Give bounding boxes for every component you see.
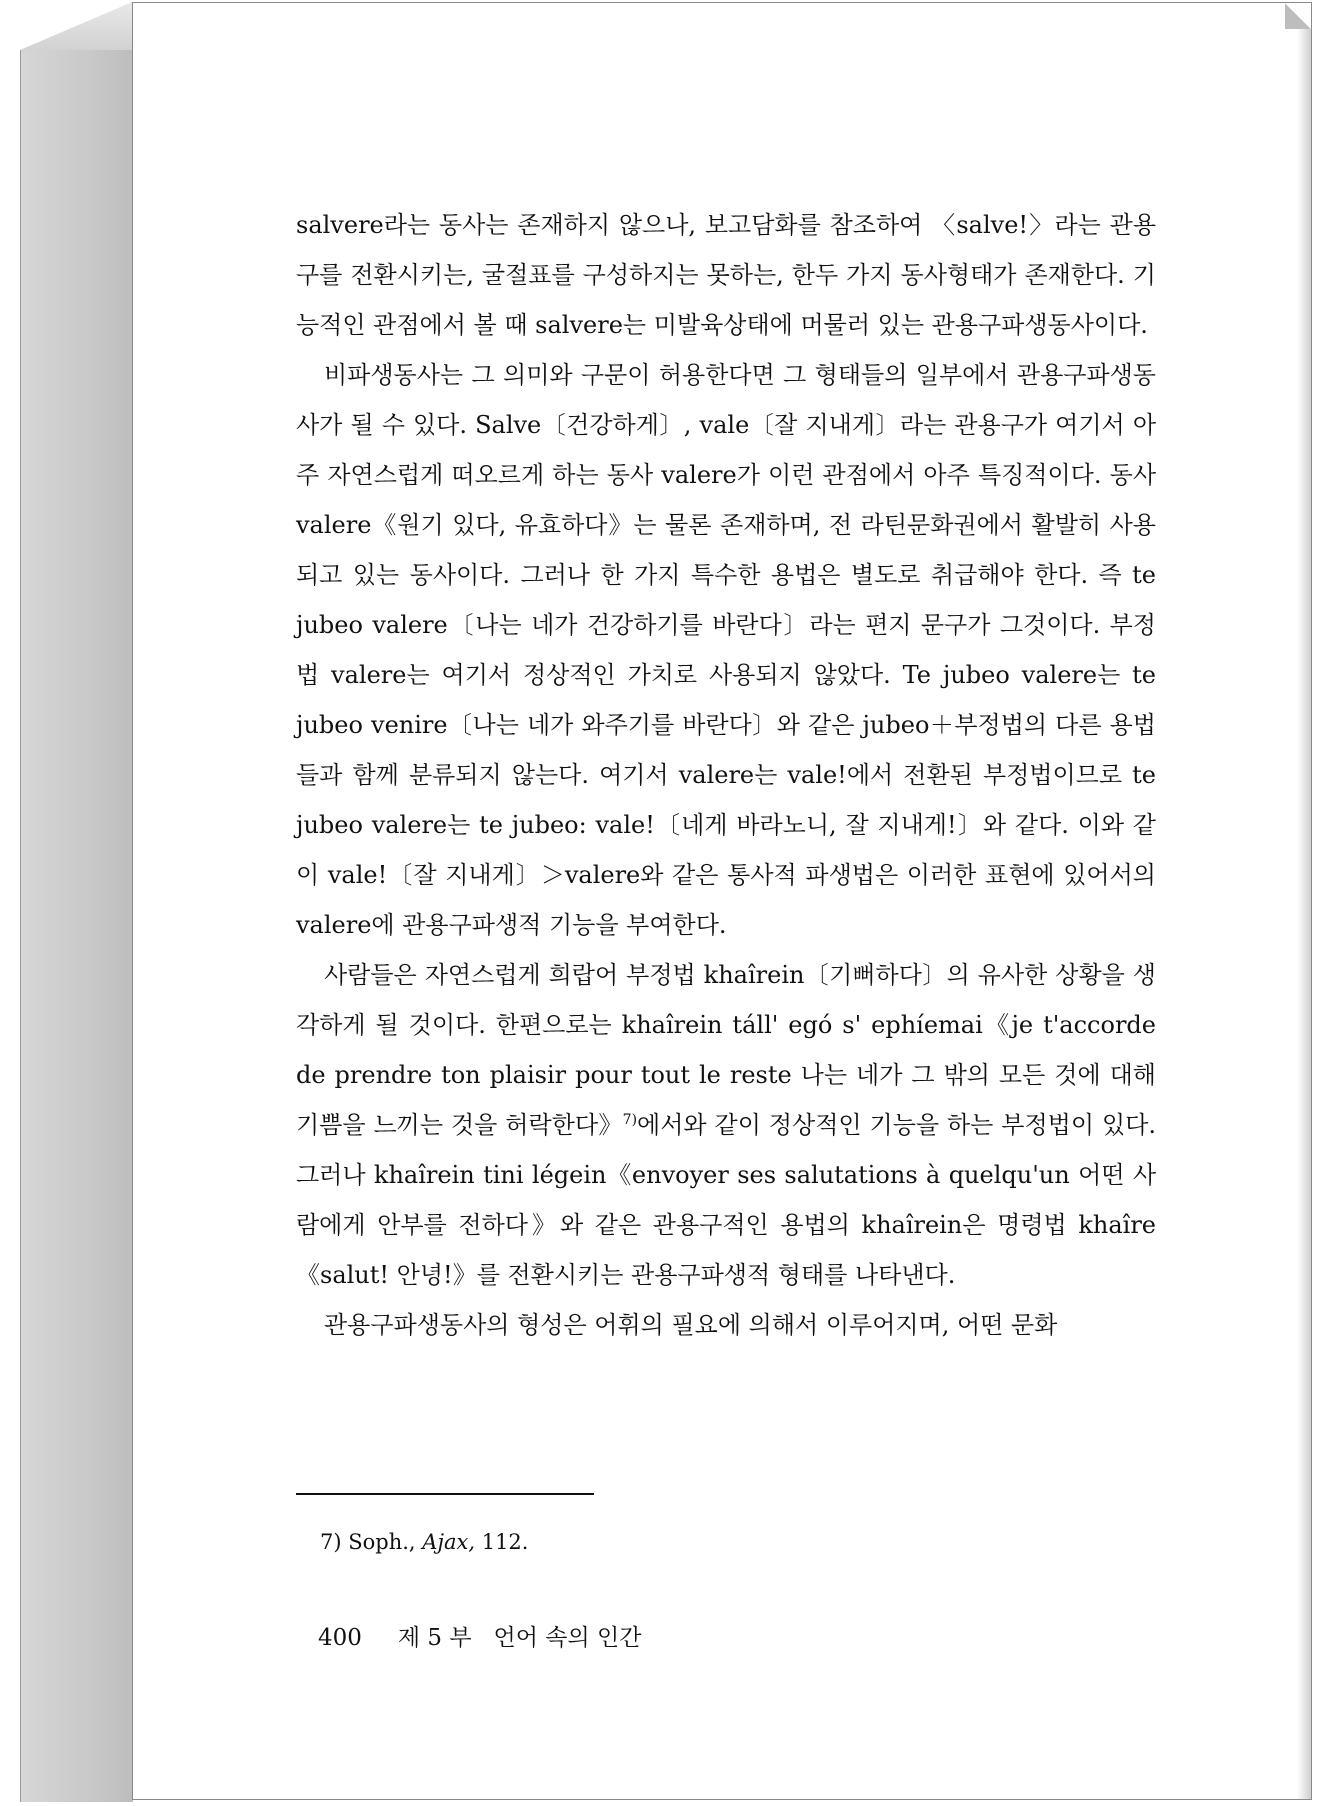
footnote-reference: 7) [622,1112,638,1128]
paragraph-2: 비파생동사는 그 의미와 구문이 허용한다면 그 형태들의 일부에서 관용구파생동사가 될 수 있다. Salve〔건강하게〕, vale〔잘 지내게〕라는 관용구가 여기서 아주 자연스럽게 떠오르게 하는 동사 valere가 이런 관점에서 아주 특징적이다. 동사 valere《원기 있다, 유효하다》는 물론 존재하며, 전 라틴문화권에서 활발히 사용되고 있는 동사이다. 그러나 한 가지 특수한 용법은 별도로 취급해야 한다. 즉 te jubeo valere〔나는 네가 건강하기를 바란다〕라는 편지 문구가 그것이다. 부정법 valere는 여기서 정상적인 가치로 사용되지 않았다. Te jubeo valere는 te jubeo venire〔나는 네가 와주기를 바란다〕와 같은 jubeo＋부정법의 다른 용법들과 함께 분류되지 않는다. 여기서 valere는 vale!에서 전환된 부정법이므로 te jubeo valere는 te jubeo: vale!〔네게 바라노니, 잘 지내게!〕와 같다. 이와 같이 vale!〔잘 지내게〕＞valere와 같은 통사적 파생법은 이러한 표현에 있어서의 valere에 관용구파생적 기능을 부여한다. [296,361,1156,939]
footnote-divider [296,1493,594,1495]
paragraph-3 [296,950,1156,1300]
paragraph-1: salvere라는 동사는 존재하지 않으나, 보고담화를 참조하여 〈salve!〉라는 관용구를 전환시키는, 굴절표를 구성하지는 못하는, 한두 가지 동사형태가 존재한다. 기능적인 관점에서 볼 때 salvere는 미발육상태에 머물러 있는 관용구파생동사이다. [296,211,1156,339]
part-label: 제 5 부 [397,1625,472,1651]
page-edge-shadow [1297,3,1311,1799]
paragraph-3-text: 사람들은 자연스럽게 희랍어 부정법 khaîrein〔기뻐하다〕의 유사한 상황을 생각하게 될 것이다. 한편으로는 khaîrein táll' egó s' ephíemai《je t'accorde de prendre ton plaisir pour tout le reste 나는 네가 그 밖의 모든 것에 대해 기쁨을 느끼는 것을 허락한다》 [296,961,1156,1139]
footnote-work: Ajax, [422,1530,476,1554]
footnote-marker: 7) [320,1530,342,1554]
book-top-edge [20,2,132,50]
part-title: 언어 속의 인간 [493,1625,642,1651]
running-footer [318,1622,641,1654]
footnote [320,1527,528,1557]
book-spine-edge [20,50,133,1802]
paragraph-4: 관용구파생동사의 형성은 어휘의 필요에 의해서 이루어지며, 어떤 문화 [324,1311,1058,1339]
footnote-page: 112. [481,1530,529,1554]
page-number: 400 [318,1625,362,1651]
footnote-author: Soph., [348,1530,416,1554]
page-corner [1285,3,1311,29]
paragraph-3-text-continued: 에서와 같이 정상적인 기능을 하는 부정법이 있다. 그러나 khaîrein tini légein《envoyer ses salutations à quelqu'un 어떤 사람에게 안부를 전하다》와 같은 관용구적인 용법의 khaîrein은 명령법 khaîre《salut! 안녕!》를 전환시키는 관용구파생적 형태를 나타낸다. [296,1111,1156,1289]
main-text [296,200,1156,1350]
